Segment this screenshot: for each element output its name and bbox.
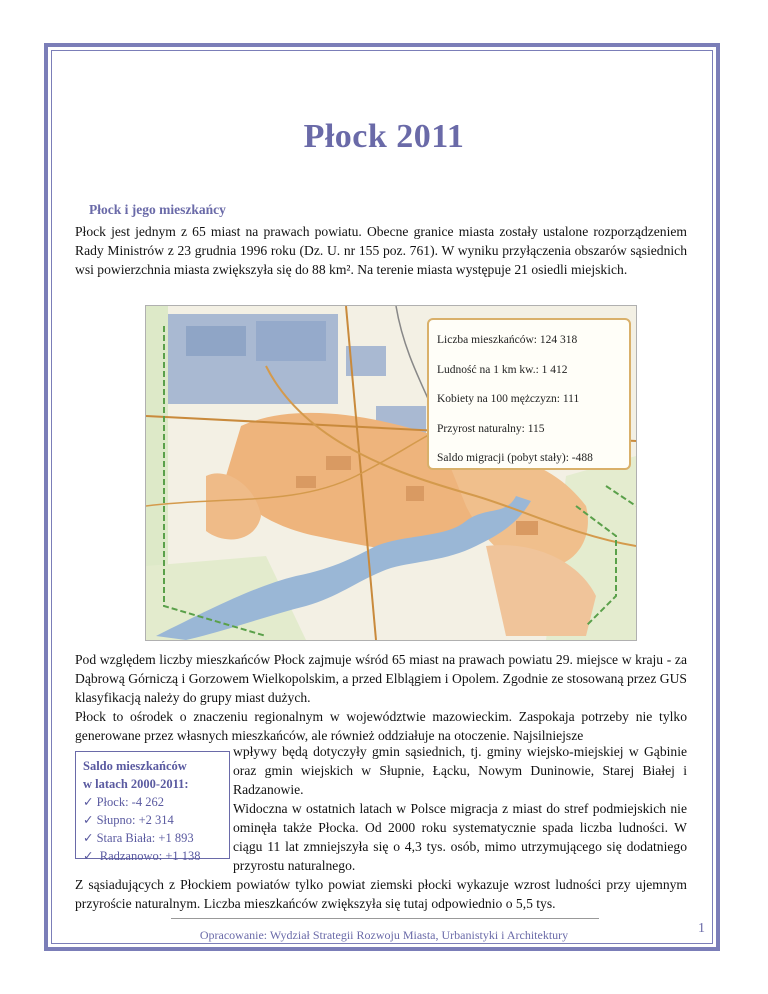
neighbors-text: wpływy będą dotyczyły gmin sąsiednich, tj. gminy wiejsko-miejskiej w Gąbinie oraz gmin wiejskich w Słupnie, Łącku, Nowym Duninowie, Starej Białej i Radzanowie. — [233, 744, 687, 797]
intro-paragraph: Płock jest jednym z 65 miast na prawach powiatu. Obecne granice miasta zostały ustalone rozporządzeniem Rady Ministrów z 23 grudnia 1996 roku (Dz. U. nr 155 poz. 761). W wyniku przyłączenia obszarów sąsiednich wsi powierzchnia miasta zwiększyła się do 88 km². Na terenie miasta występuje 21 osiedli miejskich. — [75, 224, 687, 277]
section-heading: Płock i jego mieszkańcy — [89, 202, 226, 217]
stat-natural-growth: Przyrost naturalny: 115 — [437, 422, 545, 435]
migration-text: Widoczna w ostatnich latach w Polsce migracja z miast do stref podmiejskich nie ominęła także Płocka. Od 2000 roku systematycznie spada liczba ludności. W ciągu 11 lat zmniejszyła się o 4,3 tys. osób, mimo utrzymującego się dodatniego przyrostu naturalnego. — [233, 801, 687, 873]
sidebar-item: ✓ Słupno: +2 314 — [83, 813, 174, 827]
page-title: Płock 2011 — [303, 118, 465, 155]
stat-women-ratio: Kobiety na 100 mężczyzn: 111 — [437, 393, 580, 405]
sidebar-item: ✓ Płock: -4 262 — [83, 795, 164, 809]
sidebar-item: ✓ Stara Biała: +1 893 — [83, 831, 194, 845]
map-stats-box — [427, 318, 631, 470]
regional-text: Płock to ośrodek o znaczeniu regionalnym w województwie mazowieckim. Zaspokaja potrzeby nie tylko generowane przez własnych mieszkańców, ale również oddziałuje na otoczenie. Najsilniejsze — [75, 709, 687, 743]
county-paragraph: Z sąsiadujących z Płockiem powiatów tylko powiat ziemski płocki wykazuje wzrost ludności przy ujemnym przyroście naturalnym. Liczba mieszkańców zwiększyła się tutaj odpowiednio o 5,5 tys. — [75, 877, 687, 911]
page-number: 1 — [698, 921, 705, 936]
stat-migration-balance: Saldo migracji (pobyt stały): -488 — [437, 452, 593, 464]
neighbors-paragraph — [233, 742, 687, 875]
sidebar-item: ✓ Radzanowo: +1 138 — [83, 849, 201, 863]
check-icon: ✓ — [83, 849, 94, 863]
check-icon: ✓ — [83, 831, 94, 845]
sidebar-title-line1: Saldo mieszkańców — [83, 759, 187, 773]
sidebar-title-line2: w latach 2000-2011: — [83, 777, 189, 791]
check-icon: ✓ — [83, 795, 94, 809]
migration-sidebar — [75, 751, 230, 863]
stat-population: Liczba mieszkańców: 124 318 — [437, 334, 578, 346]
footer-divider — [171, 918, 599, 919]
ranking-paragraph — [75, 650, 687, 745]
check-icon: ✓ — [83, 813, 94, 827]
stat-density: Ludność na 1 km kw.: 1 412 — [437, 363, 568, 376]
ranking-text: Pod względem liczby mieszkańców Płock zajmuje wśród 65 miast na prawach powiatu 29. miejsce w kraju - za Dąbrową Górniczą i Gorzowem Wielkopolskim, a przed Elblągiem i Opolem. Zgodnie ze stosowaną przez GUS klasyfikacją należy do grupy miast dużych. — [75, 652, 687, 705]
footer-text: Opracowanie: Wydział Strategii Rozwoju Miasta, Urbanistyki i Architektury — [199, 928, 569, 942]
